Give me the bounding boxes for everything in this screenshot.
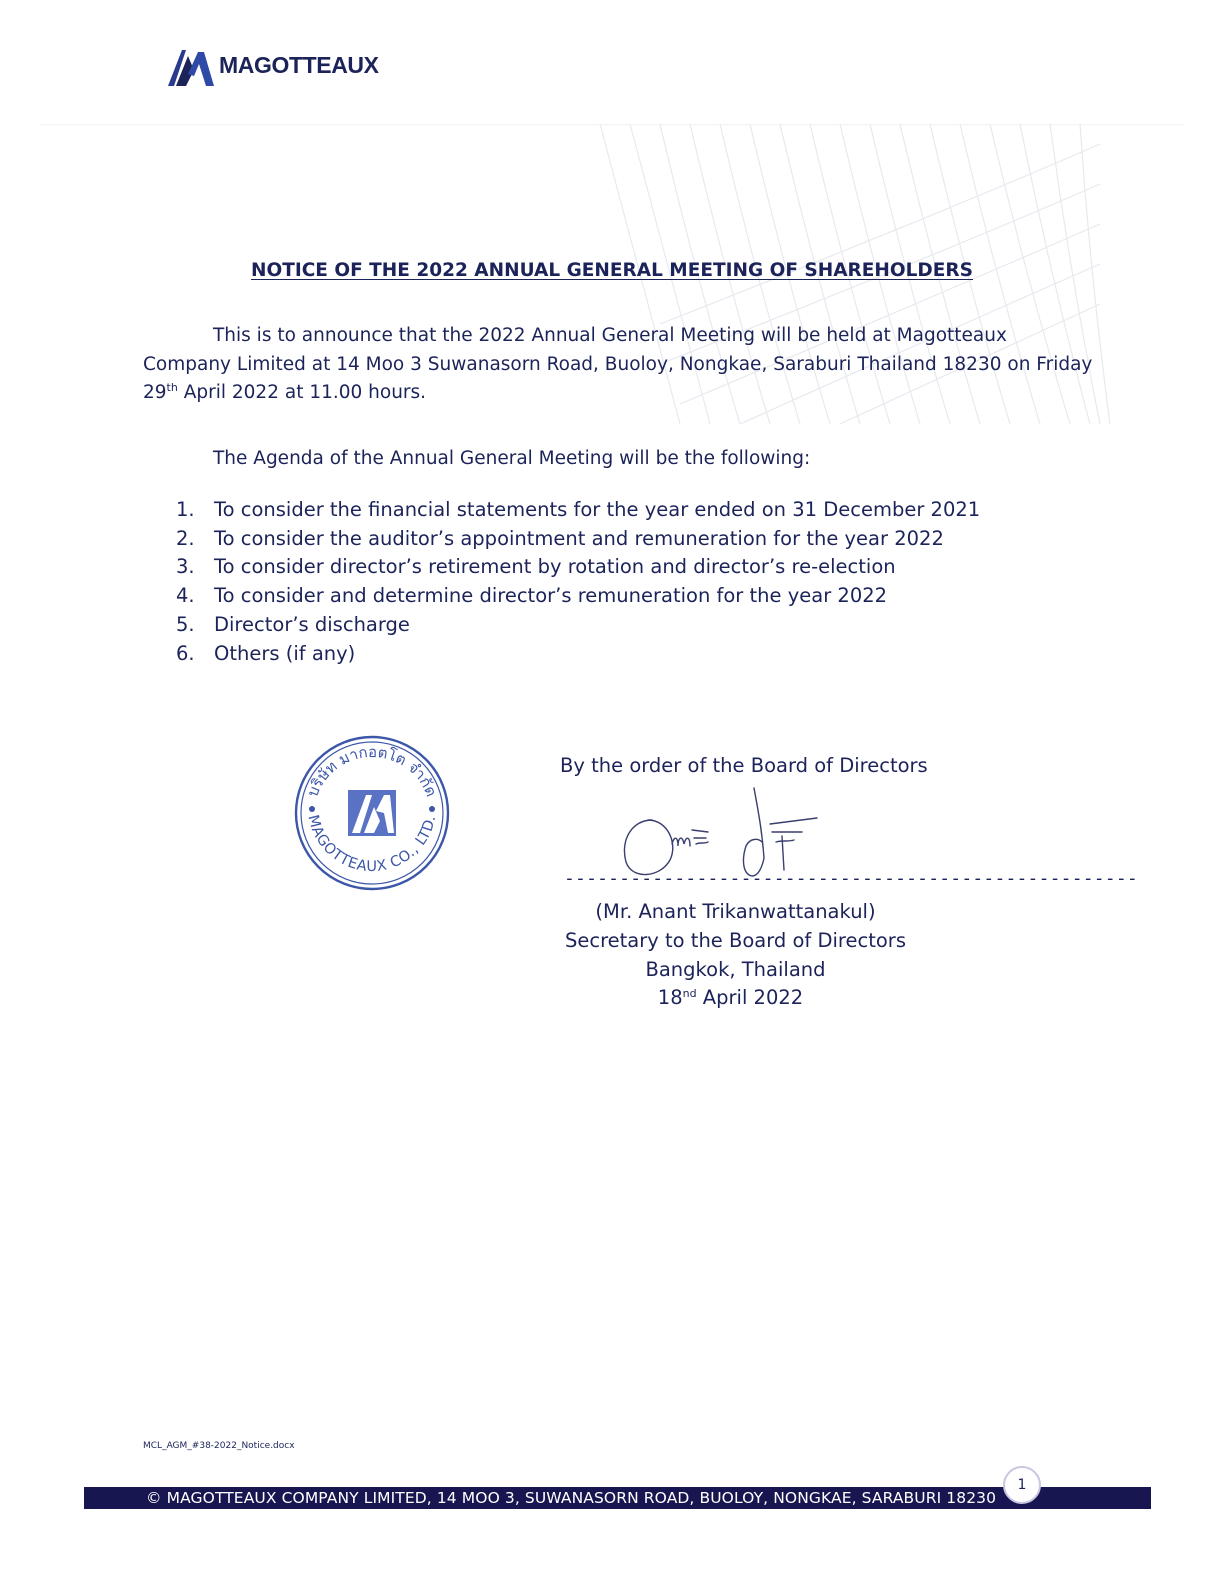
agenda-item: 6. Others (if any) — [176, 641, 356, 665]
agenda-item: 5. Director’s discharge — [176, 612, 410, 636]
document-filename: MCL_AGM_#38-2022_Notice.docx — [143, 1441, 295, 1451]
company-seal-stamp — [290, 735, 454, 893]
footer-address: © MAGOTTEAUX COMPANY LIMITED, 14 MOO 3, SUWANASORN ROAD, BUOLOY, NONGKAE, SARABURI 18230 — [146, 1489, 997, 1507]
svg-text:MAGOTTEAUX CO., LTD.: MAGOTTEAUX CO., LTD. — [304, 813, 440, 876]
page-number: 1 — [1003, 1466, 1041, 1504]
order-line: By the order of the Board of Directors — [560, 754, 928, 777]
signer-name: (Mr. Anant Trikanwattanakul) — [595, 900, 876, 923]
agenda-list — [176, 496, 980, 668]
signing-date: 18nd April 2022 — [657, 986, 804, 1010]
signer-position: Secretary to the Board of Directors — [564, 928, 906, 952]
notice-title: NOTICE OF THE 2022 ANNUAL GENERAL MEETING OF SHAREHOLDERS — [251, 260, 973, 281]
agenda-item: 3. To consider director’s retirement by rotation and director’s re-election — [176, 555, 896, 579]
brand-name: MAGOTTEAUX — [219, 52, 379, 78]
agenda-item: 2. To consider the auditor’s appointment and remuneration for the year 2022 — [176, 526, 944, 550]
svg-text:บริษัท มากอตโต จำกัด: บริษัท มากอตโต จำกัด — [303, 742, 441, 800]
signing-location: Bangkok, Thailand — [645, 957, 826, 981]
announcement-paragraph: This is to announce that the 2022 Annual General Meeting will be held at Magotteaux Company Limited at 14 Moo 3 Suwanasorn Road, Buoloy, Nongkae, Saraburi Thailand 18230 on Friday 29th April 2022 at 11.00 hours. — [143, 325, 1093, 403]
agenda-intro: The Agenda of the Annual General Meeting will be the following: — [213, 448, 811, 469]
signer-details — [563, 898, 908, 1013]
agenda-item: 1. To consider the financial statements for the year ended on 31 December 2021 — [176, 498, 981, 521]
agenda-item: 4. To consider and determine director’s remuneration for the year 2022 — [176, 584, 888, 608]
signature-line: ---------------------------------------------------- — [564, 868, 1138, 889]
